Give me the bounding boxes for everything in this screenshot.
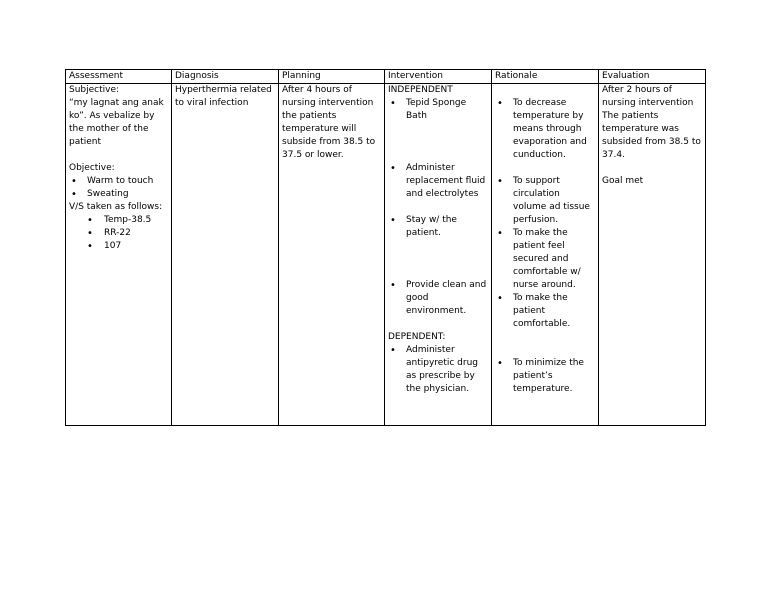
objective-list	[69, 175, 168, 201]
planning-text: After 4 hours of nursing intervention the patients temperature will subside from 38.5 to 37.5 or lower.	[282, 85, 376, 160]
dependent-item: • Administer antipyretic drug as prescribe by the physician.	[388, 344, 488, 396]
evaluation-text: After 2 hours of nursing intervention The patients temperature was subsided from 38.5 to 37.4.	[602, 85, 701, 160]
header-assessment: Assessment	[66, 70, 172, 84]
subjective-text: “my lagnat ang anak ko”. As vebalize by the mother of the patient	[69, 98, 164, 147]
subjective-label: Subjective:	[69, 85, 120, 95]
vital-sign-item: • 107	[69, 240, 168, 253]
intervention-item: • Stay w/ the patient.	[388, 214, 488, 279]
nursing-care-plan-table	[65, 69, 706, 426]
dependent-label: DEPENDENT:	[388, 332, 446, 342]
rationale-item: • To make the patient comfortable.	[495, 292, 595, 357]
intervention-item: • Administer replacement fluid and electrolytes	[388, 162, 488, 214]
rationale-item: • To make the patient feel secured and comfortable w/ nurse around.	[495, 227, 595, 292]
header-evaluation: Evaluation	[599, 70, 706, 84]
objective-item: • Sweating	[69, 188, 168, 201]
rationale-item: • To decrease temperature by means through evaporation and cunduction.	[495, 97, 595, 175]
header-planning: Planning	[279, 70, 385, 84]
diagnosis-text: Hyperthermia related to viral infection	[175, 85, 272, 108]
intervention-cell	[385, 84, 492, 426]
intervention-item: • Provide clean and good environment.	[388, 279, 488, 331]
rationale-item: • To minimize the patient’s temperature.	[495, 357, 595, 396]
independent-label: INDEPENDENT	[388, 85, 453, 95]
objective-item: • Warm to touch	[69, 175, 168, 188]
rationale-item: • To support circulation volume ad tissue perfusion.	[495, 175, 595, 227]
header-rationale: Rationale	[492, 70, 599, 84]
intervention-list	[388, 97, 488, 331]
rationale-list	[495, 97, 595, 396]
dependent-list	[388, 344, 488, 396]
evaluation-cell	[599, 84, 706, 426]
vital-signs-list	[69, 214, 168, 253]
objective-label: Objective:	[69, 163, 115, 173]
header-row	[66, 70, 706, 84]
vital-signs-label: V/S taken as follows:	[69, 202, 163, 212]
vital-sign-item: • RR-22	[69, 227, 168, 240]
rationale-cell	[492, 84, 599, 426]
header-intervention: Intervention	[385, 70, 492, 84]
planning-cell	[279, 84, 385, 426]
content-row	[66, 84, 706, 426]
assessment-cell	[66, 84, 172, 426]
vital-sign-item: • Temp-38.5	[69, 214, 168, 227]
evaluation-result: Goal met	[602, 176, 644, 186]
diagnosis-cell	[172, 84, 279, 426]
intervention-item: • Tepid Sponge Bath	[388, 97, 488, 162]
header-diagnosis: Diagnosis	[172, 70, 279, 84]
